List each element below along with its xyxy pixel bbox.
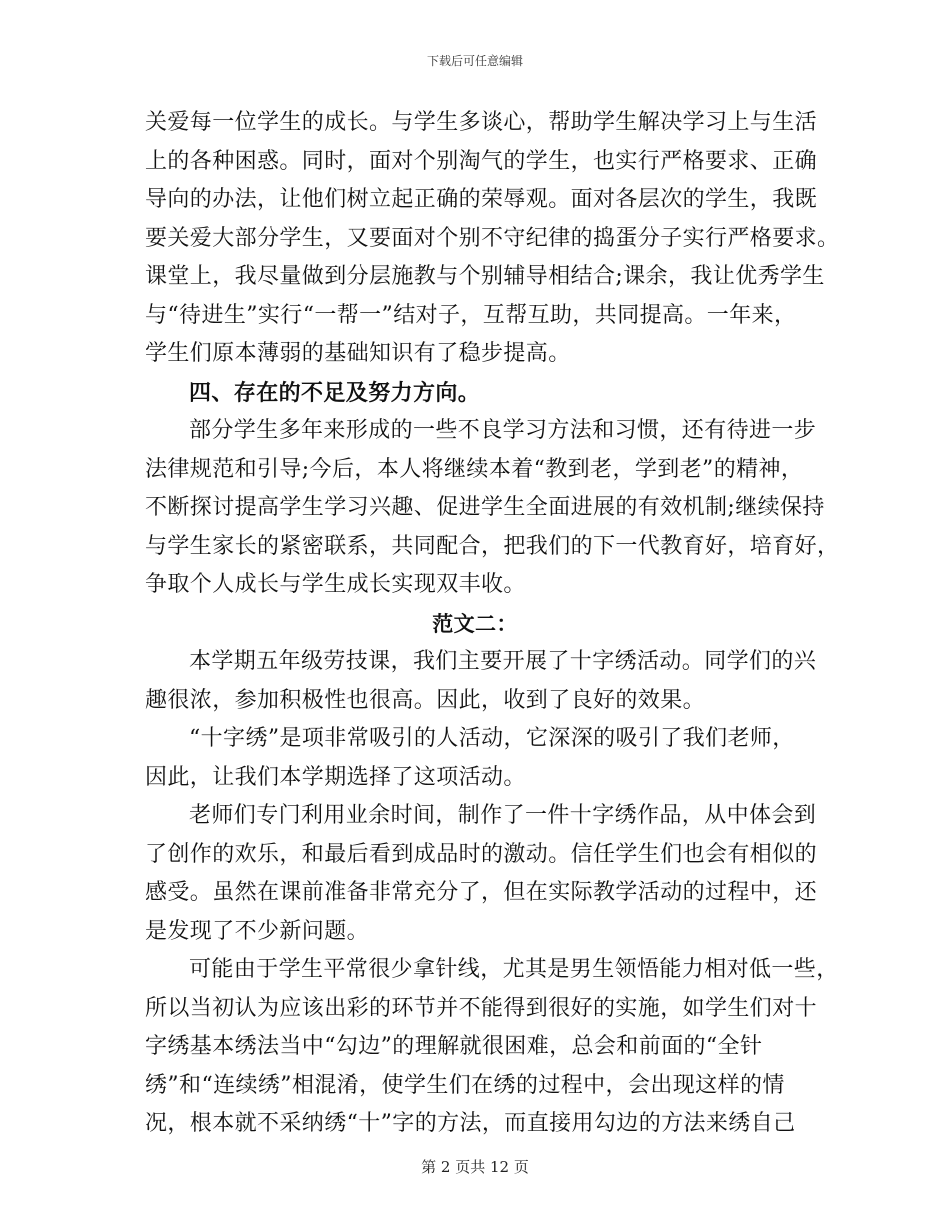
paragraph-line: 了创作的欢乐，和最后看到成品时的激动。信任学生们也会有相似的	[145, 841, 818, 867]
section-heading: 四、存在的不足及努力方向。	[189, 379, 481, 406]
paragraph-line: 绣”和“连续绣”相混淆，使学生们在绣的过程中，会出现这样的情	[145, 1072, 785, 1098]
paragraph-line: 法律规范和引导;今后，本人将继续本着“教到老，学到老”的精神，	[145, 456, 804, 482]
paragraph-line: 因此，让我们本学期选择了这项活动。	[145, 764, 526, 790]
paragraph-first-line: 本学期五年级劳技课，我们主要开展了十字绣活动。同学们的兴	[189, 649, 817, 674]
paragraph-line: 争取个人成长与学生成长实现双丰收。	[145, 572, 526, 597]
page-footer: 第 2 页共 12 页	[421, 1158, 529, 1176]
paragraph-line: 课堂上，我尽量做到分层施教与个别辅导相结合;课余，我让优秀学生	[145, 264, 825, 289]
paragraph-line: 不断探讨提高学生学习兴趣、促进学生全面进展的有效机制;继续保持	[145, 495, 825, 520]
paragraph-line: 是发现了不少新问题。	[145, 918, 370, 944]
paragraph-line: 况，根本就不采纳绣“十”字的方法，而直接用勾边的方法来绣自己	[145, 1111, 796, 1136]
paragraph-line: 导向的办法，让他们树立起正确的荣辱观。面对各层次的学生，我既	[145, 187, 818, 212]
paragraph-line: 与“待进生”实行“一帮一”结对子，互帮互助，共同提高。一年来，	[145, 302, 797, 328]
paragraph-first-line: 可能由于学生平常很少拿针线，尤其是男生领悟能力相对低一些，	[189, 957, 839, 982]
paragraph-line: 字绣基本绣法当中“勾边”的理解就很困难，总会和前面的“全针	[145, 1034, 763, 1059]
paragraph-line: 趣很浓，参加积极性也很高。因此，收到了良好的效果。	[145, 687, 706, 713]
paragraph-first-line: “十字绣”是项非常吸引的人活动，它深深的吸引了我们老师，	[189, 726, 795, 751]
paragraph-line: 关爱每一位学生的成长。与学生多谈心，帮助学生解决学习上与生活	[145, 110, 818, 135]
page-header: 下载后可任意编辑	[426, 54, 523, 68]
paragraph-line: 学生们原本薄弱的基础知识有了稳步提高。	[145, 341, 571, 366]
paragraph-line: 上的各种困惑。同时，面对个别淘气的学生，也实行严格要求、正确	[145, 148, 818, 174]
section-title: 范文二：	[432, 610, 518, 636]
document-body	[145, 104, 840, 1144]
paragraph-first-line: 部分学生多年来形成的一些不良学习方法和习惯，还有待进一步	[189, 418, 817, 443]
paragraph-line: 要关爱大部分学生，又要面对个别不守纪律的捣蛋分子实行严格要求。	[145, 225, 840, 251]
paragraph-line: 所以当初认为应该出彩的环节并不能得到很好的实施，如学生们对十	[145, 995, 818, 1021]
paragraph-line: 感受。虽然在课前准备非常充分了，但在实际教学活动的过程中，还	[145, 880, 818, 905]
paragraph-first-line: 老师们专门利用业余时间，制作了一件十字绣作品，从中体会到	[189, 803, 817, 828]
paragraph-line: 与学生家长的紧密联系，共同配合，把我们的下一代教育好，培育好，	[145, 533, 840, 559]
